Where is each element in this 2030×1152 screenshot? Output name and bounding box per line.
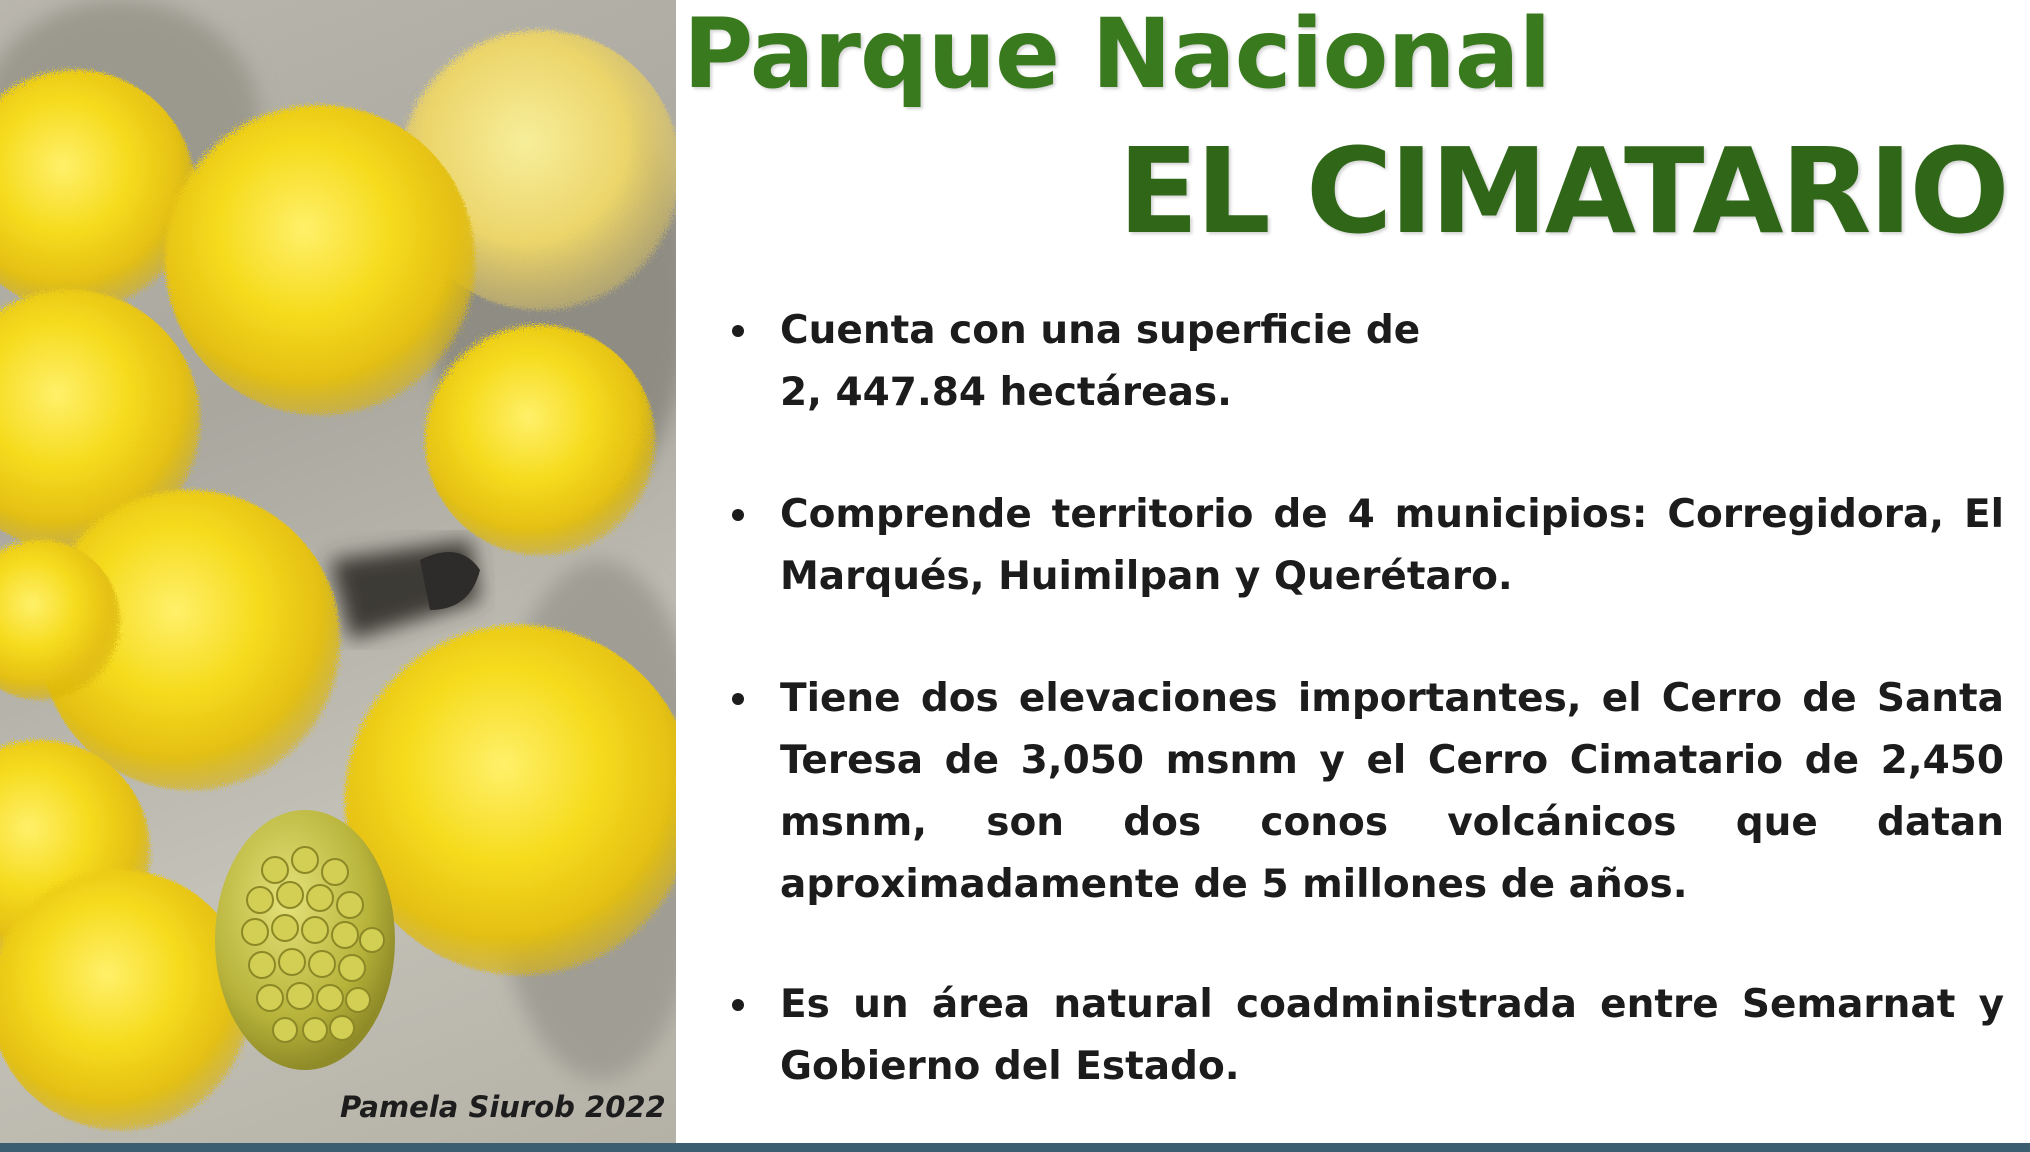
bud-cluster: [215, 810, 395, 1070]
bullet-text: Cuenta con una superficie de 2, 447.84 hectáreas.: [780, 308, 1421, 415]
title-parque-nacional: Parque Nacional: [683, 0, 1551, 110]
photo-credit: Pamela Siurob 2022: [340, 1090, 666, 1124]
bullet-dot-icon: [732, 999, 744, 1011]
bullet-dot-icon: [732, 509, 744, 521]
bullet-dot-icon: [732, 325, 744, 337]
bullet-text: Comprende territorio de 4 municipios: Corregidora, El Marqués, Huimilpan y Querétaro.: [780, 492, 2004, 599]
bullet-text: Tiene dos elevaciones importantes, el Cerro de Santa Teresa de 3,050 msnm y el Cerro Cimatario de 2,450 msnm, son dos conos volcánicos que datan aproximadamente de 5 millones de años.: [780, 676, 2004, 907]
bullet-dot-icon: [732, 693, 744, 705]
bullet-text: Es un área natural coadministrada entre Semarnat y Gobierno del Estado.: [780, 982, 2004, 1089]
bottom-border: [0, 1143, 2030, 1152]
flower-photo: [0, 0, 676, 1143]
title-el-cimatario: EL CIMATARIO: [1118, 122, 2007, 260]
yellow-flowers-image: [0, 0, 676, 1143]
